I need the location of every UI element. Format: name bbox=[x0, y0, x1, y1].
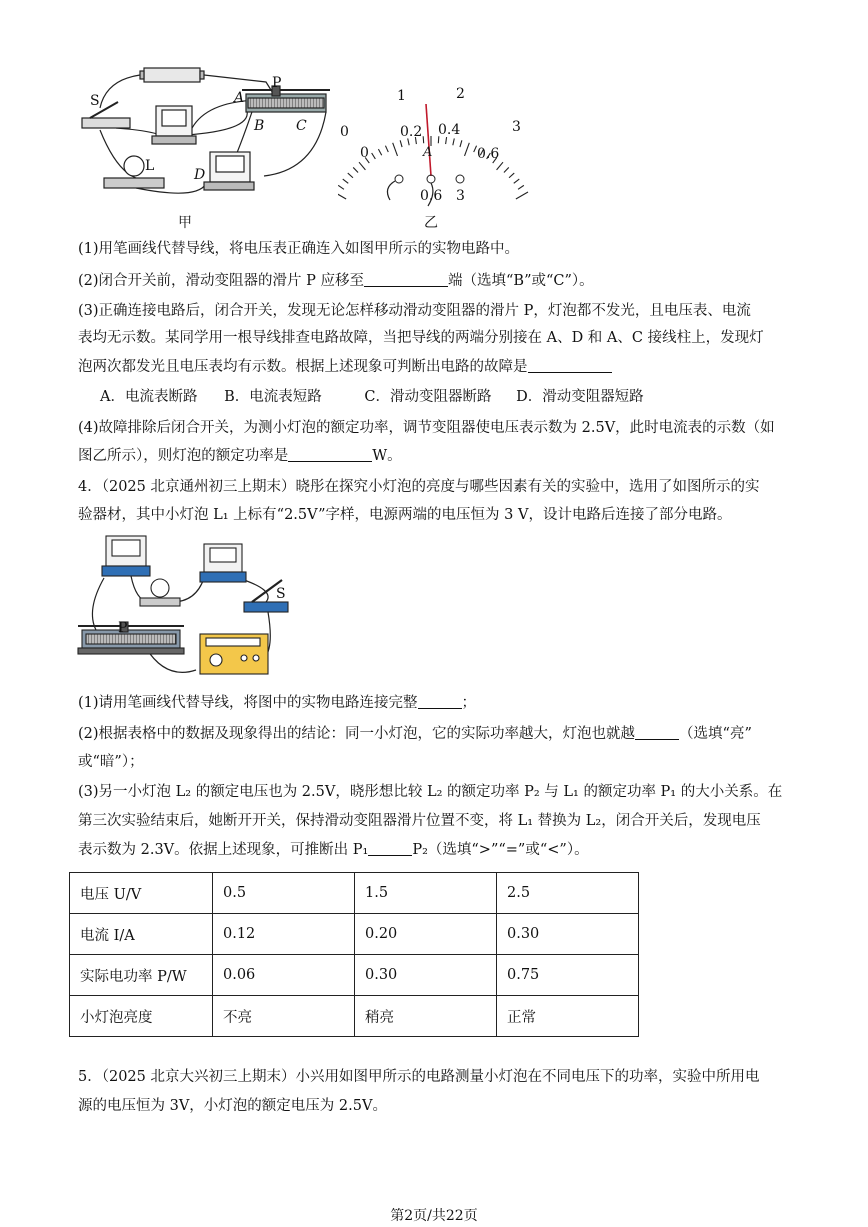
q4-label-s: S bbox=[276, 586, 286, 602]
table-row bbox=[70, 955, 639, 996]
dial-outer-0: 0 bbox=[340, 124, 349, 140]
dial-outer-2: 2 bbox=[456, 86, 465, 102]
label-b: B bbox=[254, 118, 265, 134]
table-cell: 0.30 bbox=[355, 955, 497, 996]
q4-data-table bbox=[69, 872, 639, 1037]
q4-part3-text-b: P₂（选填“>”“=”或“<”）。 bbox=[412, 842, 589, 858]
dial-tick bbox=[385, 146, 388, 152]
terminal-label-0-6: 0.6 bbox=[420, 188, 443, 204]
table-cell: 0.5 bbox=[213, 873, 355, 914]
dial-inner-3: 0.6 bbox=[477, 146, 500, 162]
q3-part4-line1: (4)故障排除后闭合开关，为测小灯泡的额定功率，调节变阻器使电压表示数为 2.5V，此时电流表的示数（如 bbox=[78, 420, 775, 436]
dial-tick bbox=[348, 173, 353, 178]
figure-jia-circuit bbox=[76, 60, 344, 220]
q3-part3-line3 bbox=[78, 357, 612, 377]
table-cell: 0.12 bbox=[213, 914, 355, 955]
dial-tick bbox=[343, 179, 349, 183]
dial-tick bbox=[353, 167, 358, 172]
table-cell: 0.20 bbox=[355, 914, 497, 955]
ammeter-needle bbox=[426, 104, 431, 176]
q4-part3-line2: 第三次实验结束后，她断开开关，保持滑动变阻器滑片位置不变，将 L₁ 替换为 L₂，闭合开关后，发现电压 bbox=[78, 813, 761, 829]
q5-line1: 5．（2025 北京大兴初三上期末）小兴用如图甲所示的电路测量小灯泡在不同电压下的功率，实验中所用电 bbox=[78, 1069, 760, 1085]
label-d: D bbox=[194, 167, 206, 183]
q3-part4-blank[interactable] bbox=[288, 447, 372, 462]
table-row bbox=[70, 873, 639, 914]
dial-tick bbox=[514, 179, 520, 183]
dial-tick bbox=[504, 167, 509, 172]
dial-inner-0: 0 bbox=[360, 145, 369, 161]
label-a: A bbox=[234, 90, 245, 106]
dial-unit: A bbox=[423, 145, 433, 160]
q3-part4-line2 bbox=[78, 446, 402, 466]
q3-part2-text-b: 端（选填“B”或“C”）。 bbox=[448, 273, 594, 289]
table-cell: 稍亮 bbox=[355, 996, 497, 1037]
q4-intro-line2: 验器材，其中小灯泡 L₁ 上标有“2.5V”字样，电源两端的电压恒为 3 V，设计电路后连接了部分电路。 bbox=[78, 507, 732, 523]
q4-part1-text: (1)请用笔画线代替导线，将图中的实物电路连接完整 bbox=[78, 695, 418, 711]
table-cell: 1.5 bbox=[355, 873, 497, 914]
dial-tick bbox=[372, 153, 376, 159]
q4-part2-text-b: （选填“亮” bbox=[679, 726, 752, 742]
table-cell: 0.75 bbox=[497, 955, 639, 996]
table-row bbox=[70, 996, 639, 1037]
table-row bbox=[70, 914, 639, 955]
dial-tick bbox=[338, 185, 344, 189]
q3-part3-line1: (3)正确连接电路后，闭合开关，发现无论怎样移动滑动变阻器的滑片 P，灯泡都不发光，且电压表、电流 bbox=[78, 303, 751, 319]
label-c: C bbox=[296, 118, 307, 134]
q3-part2 bbox=[78, 271, 594, 291]
q4-part2-text-a: (2)根据表格中的数据及现象得出的结论：同一小灯泡，它的实际功率越大，灯泡也就越 bbox=[78, 726, 636, 742]
q3-options bbox=[100, 387, 644, 407]
dial-tick bbox=[497, 162, 503, 170]
dial-inner-1: 0.2 bbox=[400, 124, 423, 140]
q3-part3-text: 泡两次都发光且电压表均有示数。根据上述现象可判断出电路的故障是 bbox=[78, 359, 528, 375]
caption-yi: 乙 bbox=[424, 215, 438, 231]
table-cell: 0.06 bbox=[213, 955, 355, 996]
dial-tick bbox=[516, 192, 528, 199]
figure-q4-apparatus bbox=[76, 530, 296, 680]
table-cell: 0.30 bbox=[497, 914, 639, 955]
voltmeter-shape bbox=[204, 152, 254, 190]
table-cell: 电压 U/V bbox=[70, 873, 213, 914]
q3-part4-text-a: 图乙所示），则灯泡的额定功率是 bbox=[78, 448, 289, 464]
q4-intro-line1: 4．（2025 北京通州初三上期末）晓彤在探究小灯泡的亮度与哪些因素有关的实验中，选用了如图所示的实 bbox=[78, 479, 760, 495]
option-a[interactable]: A．电流表断路 bbox=[100, 389, 198, 405]
dial-tick bbox=[509, 173, 514, 178]
dial-inner-2: 0.4 bbox=[438, 122, 461, 138]
dial-tick bbox=[518, 185, 524, 189]
table-cell: 正常 bbox=[497, 996, 639, 1037]
table-cell: 不亮 bbox=[213, 996, 355, 1037]
table-cell: 实际电功率 P/W bbox=[70, 955, 213, 996]
dial-tick bbox=[453, 138, 454, 145]
q4-part3-line3 bbox=[78, 840, 589, 860]
page-footer: 第2页/共22页 bbox=[390, 1208, 478, 1224]
bulb-shape bbox=[104, 156, 164, 188]
dial-tick bbox=[359, 162, 365, 170]
q4-part3-text-a: 表示数为 2.3V。依据上述现象，可推断出 P₁ bbox=[78, 842, 369, 858]
q3-part2-blank[interactable] bbox=[364, 272, 448, 287]
q4-part1 bbox=[78, 693, 476, 713]
q3-part3-blank[interactable] bbox=[528, 358, 612, 373]
q3-part3-line2: 表均无示数。某同学用一根导线排查电路故障，当把导线的两端分别接在 A、D 和 A、C 接线柱上，发现灯 bbox=[78, 330, 764, 346]
table-cell: 小灯泡亮度 bbox=[70, 996, 213, 1037]
dial-tick bbox=[400, 140, 402, 147]
dial-tick bbox=[446, 137, 447, 144]
q4-part3-line1: (3)另一小灯泡 L₂ 的额定电压也为 2.5V，晓彤想比较 L₂ 的额定功率 P₂ 与 L₁ 的额定功率 P₁ 的大小关系。在 bbox=[78, 784, 783, 800]
dial-tick bbox=[393, 143, 398, 156]
q4-part3-blank[interactable] bbox=[368, 841, 412, 856]
dial-tick bbox=[378, 149, 381, 155]
ammeter-shape bbox=[152, 106, 196, 144]
label-s: S bbox=[90, 93, 100, 109]
q3-part2-text-a: (2)闭合开关前，滑动变阻器的滑片 P 应移至 bbox=[78, 273, 365, 289]
rheostat-shape bbox=[242, 86, 330, 112]
q3-part4-text-b: W。 bbox=[372, 448, 402, 464]
table-cell: 电流 I/A bbox=[70, 914, 213, 955]
q4-label-p: P bbox=[118, 620, 128, 636]
option-c[interactable]: C．滑动变阻器断路 bbox=[364, 389, 492, 405]
q4-part1-end: ； bbox=[461, 695, 477, 711]
caption-jia: 甲 bbox=[178, 215, 192, 231]
dial-tick bbox=[338, 192, 346, 199]
q4-part2-blank[interactable] bbox=[635, 725, 679, 740]
option-d[interactable]: D．滑动变阻器短路 bbox=[516, 389, 644, 405]
terminal-label-3: 3 bbox=[456, 188, 465, 204]
dial-outer-3: 3 bbox=[512, 119, 521, 135]
q4-part1-blank[interactable] bbox=[418, 694, 462, 709]
q5-line2: 源的电压恒为 3V，小灯泡的额定电压为 2.5V。 bbox=[78, 1098, 387, 1114]
q4-part2-line2: 或“暗”）； bbox=[78, 754, 144, 770]
q4-part2-line1 bbox=[78, 724, 752, 744]
q3-part1: (1)用笔画线代替导线，将电压表正确连入如图甲所示的实物电路中。 bbox=[78, 241, 520, 257]
label-p: P bbox=[272, 75, 282, 91]
label-l: L bbox=[145, 158, 155, 174]
dial-tick bbox=[465, 143, 470, 156]
dial-tick bbox=[460, 140, 462, 147]
dial-outer-1: 1 bbox=[397, 88, 406, 104]
option-b[interactable]: B．电流表短路 bbox=[224, 389, 322, 405]
table-cell: 2.5 bbox=[497, 873, 639, 914]
